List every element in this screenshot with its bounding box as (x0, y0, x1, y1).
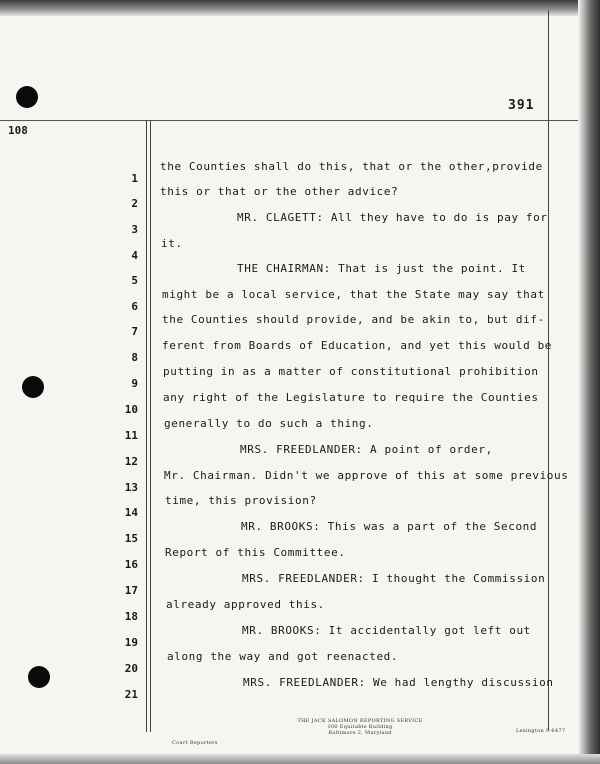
line-number: 11 (124, 429, 138, 442)
line-number: 14 (124, 506, 138, 519)
transcript-line: Mr. Chairman. Didn't we approve of this at some previous (164, 469, 569, 482)
line-number: 2 (131, 197, 138, 210)
transcript-line: generally to do such a thing. (164, 417, 374, 430)
transcript-line: the Counties should provide, and be akin to, but dif- (162, 313, 545, 326)
transcript-line: putting in as a matter of constitutional prohibition (163, 365, 539, 378)
line-number: 20 (124, 662, 138, 675)
transcript-line: time, this provision? (165, 494, 317, 507)
transcript-line: MR. BROOKS: It accidentally got left out (242, 624, 531, 637)
line-number: 19 (124, 636, 138, 649)
line-number: 21 (124, 688, 138, 701)
transcript-line: along the way and got reenacted. (167, 650, 399, 663)
line-number: 15 (124, 532, 138, 545)
transcript-line: MRS. FREEDLANDER: I thought the Commission (242, 572, 546, 585)
transcript-line: it. (161, 237, 183, 250)
scan-bottom-edge (0, 754, 600, 764)
transcript-line: MRS. FREEDLANDER: We had lengthy discussion (243, 676, 554, 689)
footer-center-line2: 100 Equitable Building (327, 724, 393, 730)
line-number: 4 (131, 249, 138, 262)
transcript-line: Report of this Committee. (165, 546, 346, 559)
line-number: 8 (131, 351, 138, 364)
line-number: 18 (124, 610, 138, 623)
footer-right: Lexington 9-6477 (516, 728, 566, 734)
transcript-line: THE CHAIRMAN: That is just the point. It (237, 262, 526, 275)
line-number: 1 (131, 172, 138, 185)
transcript-line: any right of the Legislature to require the Counties (163, 391, 539, 404)
transcript-line: might be a local service, that the State may say that (162, 288, 545, 301)
transcript-line: ferent from Boards of Education, and yet this would be (162, 339, 553, 352)
line-number: 17 (124, 584, 138, 597)
line-number: 12 (124, 455, 138, 468)
transcript-line: already approved this. (166, 598, 325, 611)
footer-center-line3: Baltimore 2, Maryland (328, 730, 392, 736)
line-number: 10 (124, 403, 138, 416)
line-number: 5 (131, 274, 138, 287)
line-number: 9 (131, 377, 138, 390)
header-rule (0, 120, 578, 121)
transcript-line: the Counties shall do this, that or the other,provide (160, 160, 543, 173)
transcript-line: MR. CLAGETT: All they have to do is pay for (237, 211, 548, 224)
page-number: 391 (508, 98, 535, 113)
binder-hole-top (16, 86, 38, 108)
line-number: 6 (131, 300, 138, 313)
footer-center-line1: THE JACK SALOMON REPORTING SERVICE (297, 718, 423, 724)
transcript-line: MRS. FREEDLANDER: A point of order, (240, 443, 493, 456)
binder-hole-bottom (28, 666, 50, 688)
margin-page-number: 108 (8, 124, 28, 137)
scan-right-edge (578, 0, 600, 764)
scan-top-edge (0, 0, 600, 16)
line-number: 7 (131, 325, 138, 338)
margin-rule-right (150, 120, 151, 732)
line-number: 3 (131, 223, 138, 236)
footer-center (260, 718, 460, 736)
transcript-line: this or that or the other advice? (160, 185, 399, 198)
right-margin-rule (548, 10, 549, 730)
line-number: 13 (124, 481, 138, 494)
transcript-line: MR. BROOKS: This was a part of the Second (241, 520, 538, 533)
margin-rule-left (146, 120, 147, 732)
footer-left: Court Reporters (172, 740, 218, 746)
binder-hole-middle (22, 376, 44, 398)
line-number: 16 (124, 558, 138, 571)
